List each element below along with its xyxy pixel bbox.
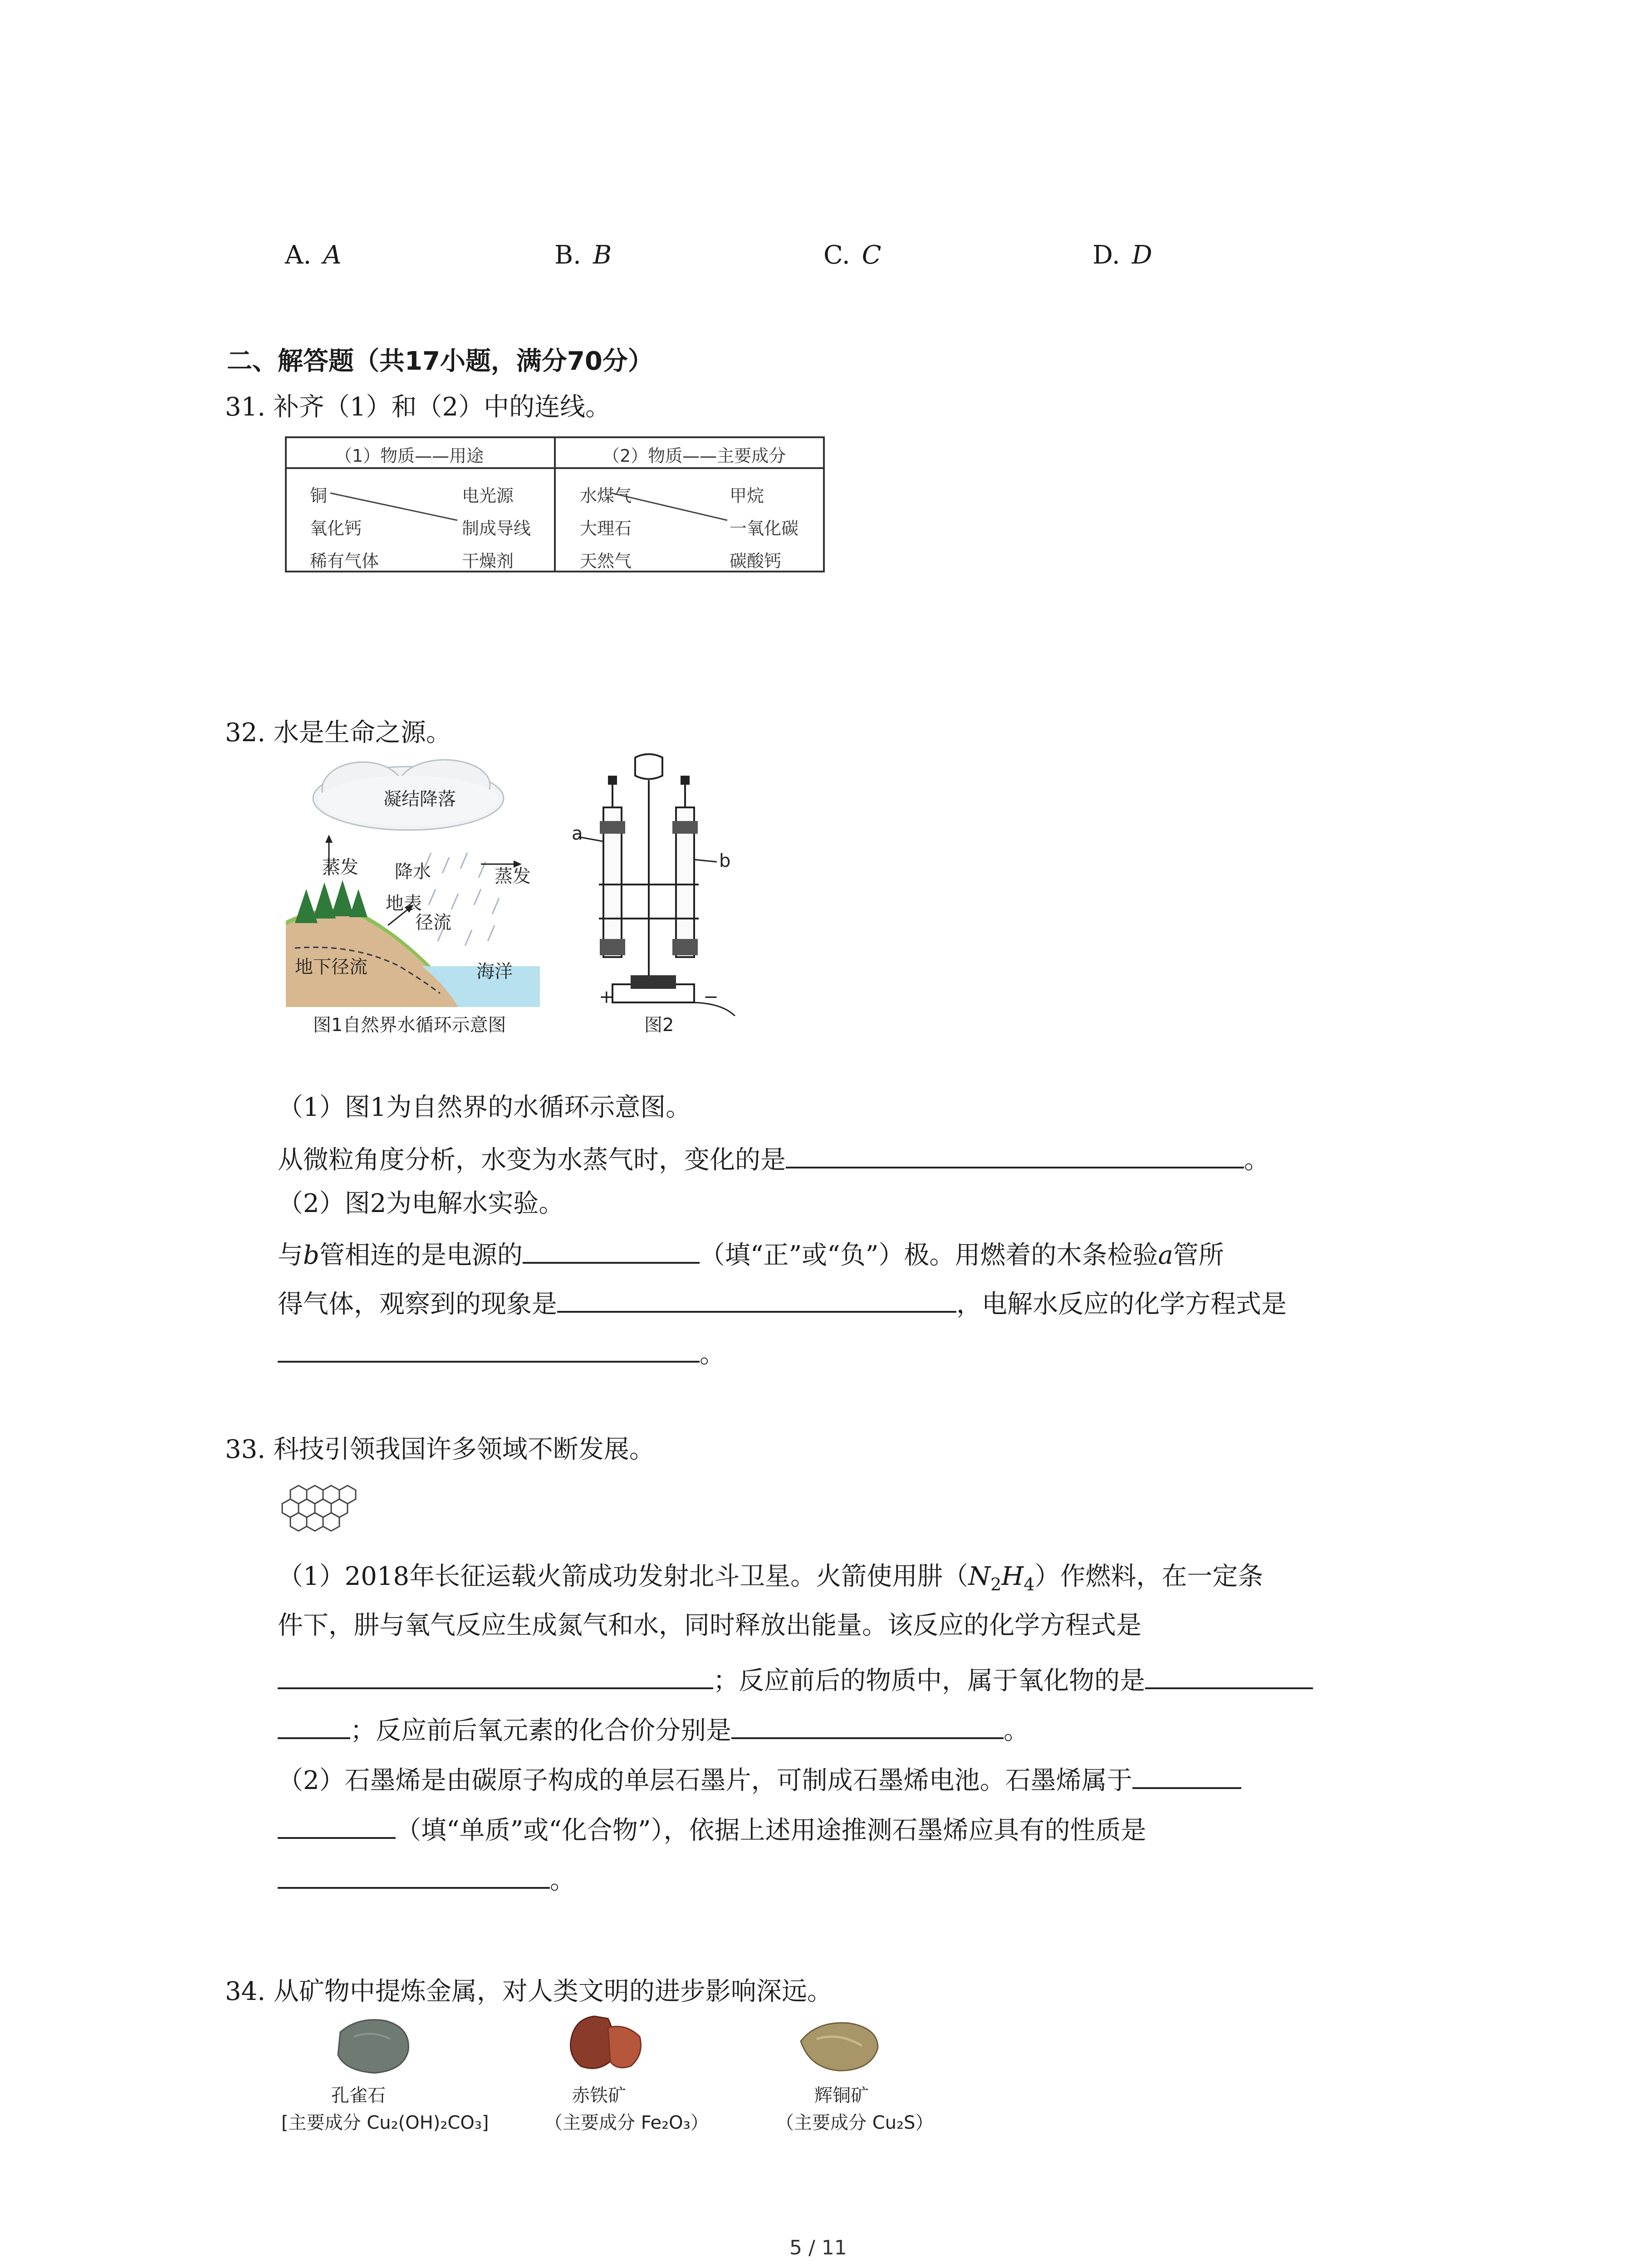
right-item: 大理石 xyxy=(580,518,632,538)
left-item: 稀有气体 xyxy=(310,551,379,571)
ocean-label: 海洋 xyxy=(476,961,513,982)
answer-blank[interactable] xyxy=(731,1710,1004,1739)
underground-runoff-label: 地下径流 xyxy=(295,957,367,978)
left-use: 电光源 xyxy=(462,486,514,506)
question-34-text: 34. 从矿物中提炼金属，对人类文明的进步影响深远。 xyxy=(225,1977,833,2006)
q33-part2-line1: （2）石墨烯是由碳原子构成的单层石墨片，可制成石墨烯电池。石墨烯属于 xyxy=(278,1760,1241,1797)
right-header: （2）物质——主要成分 xyxy=(603,446,786,466)
graphene-structure-icon xyxy=(278,1476,368,1535)
question-31-text: 31. 补齐（1）和（2）中的连线。 xyxy=(225,392,611,422)
negative-terminal-label: − xyxy=(703,987,719,1007)
water-cycle-figure xyxy=(286,753,540,1034)
positive-terminal-label: + xyxy=(599,987,614,1007)
answer-blank[interactable] xyxy=(1145,1660,1313,1689)
q32-part1-question: 从微粒角度分析，水变为水蒸气时，变化的是 。 xyxy=(278,1139,1269,1177)
surface-label: 地表 xyxy=(386,893,422,914)
option-b: B. B xyxy=(554,240,612,270)
mineral-formula: [主要成分 Cu₂(OH)₂CO₃] xyxy=(281,2112,489,2133)
q32-part2: （2）图2为电解水实验。 xyxy=(278,1189,564,1218)
answer-blank[interactable] xyxy=(278,1860,550,1889)
runoff-label: 径流 xyxy=(415,912,451,933)
tube-a-label: a xyxy=(572,823,583,844)
q33-part2-line3: 。 xyxy=(278,1860,575,1897)
mineral-hematite xyxy=(544,2014,753,2150)
cloud-label: 凝结降落 xyxy=(383,789,456,810)
right-component: 一氧化碳 xyxy=(730,518,799,538)
answer-blank[interactable] xyxy=(278,1810,396,1839)
answer-blank[interactable] xyxy=(278,1710,350,1739)
left-use: 干燥剂 xyxy=(462,551,514,571)
answer-blank[interactable] xyxy=(557,1284,956,1313)
answer-blank[interactable] xyxy=(278,1334,700,1363)
mineral-name: 辉铜矿 xyxy=(814,2085,869,2106)
mineral-formula: （主要成分 Cu₂S） xyxy=(776,2112,934,2133)
section-title: 二、解答题（共17小题，满分70分） xyxy=(227,347,653,376)
left-use: 制成导线 xyxy=(462,518,531,538)
electrolysis-figure xyxy=(572,748,762,1034)
chalcocite-rock-icon xyxy=(794,2014,885,2077)
evaporation-right-label: 蒸发 xyxy=(495,866,531,887)
answer-blank[interactable] xyxy=(523,1235,700,1264)
mineral-name: 赤铁矿 xyxy=(572,2085,626,2106)
q33-part1-line4: ；反应前后氧元素的化合价分别是 。 xyxy=(278,1710,1029,1747)
mineral-formula: （主要成分 Fe₂O₃） xyxy=(544,2112,709,2133)
right-component: 碳酸钙 xyxy=(730,551,782,571)
precipitation-label: 降水 xyxy=(395,861,431,882)
mineral-name: 孔雀石 xyxy=(331,2085,386,2106)
option-c: C. C xyxy=(823,240,882,270)
q33-part2-line2: （填“单质”或“化合物”），依据上述用途推测石墨烯应具有的性质是 xyxy=(278,1810,1146,1847)
page-number: 5 / 11 xyxy=(789,2236,847,2259)
q32-part2-line1: 与b管相连的是电源的 （填“正”或“负”）极。用燃着的木条检验a管所 xyxy=(278,1235,1224,1272)
q32-part1: （1）图1为自然界的水循环示意图。 xyxy=(278,1093,691,1122)
left-item: 氧化钙 xyxy=(310,518,362,538)
question-32-text: 32. 水是生命之源。 xyxy=(225,718,451,748)
evaporation-left-label: 蒸发 xyxy=(322,857,358,878)
answer-blank[interactable] xyxy=(1132,1760,1241,1789)
figure-1-caption: 图1自然界水循环示意图 xyxy=(313,1015,506,1036)
tube-b-label: b xyxy=(719,850,731,871)
q32-part2-line2: 得气体，观察到的现象是 ，电解水反应的化学方程式是 xyxy=(278,1284,1287,1321)
right-item: 天然气 xyxy=(580,551,632,571)
answer-blank[interactable] xyxy=(278,1660,713,1689)
mineral-malachite xyxy=(281,2014,490,2150)
q33-part1-line2: 件下，肼与氧气反应生成氮气和水，同时释放出能量。该反应的化学方程式是 xyxy=(278,1611,1141,1640)
mineral-chalcocite xyxy=(776,2014,985,2150)
left-item: 铜 xyxy=(310,486,328,506)
q31-table xyxy=(285,436,825,572)
q33-part1-line1: （1）2018年长征运载火箭成功发射北斗卫星。火箭使用肼$(N_2H_4)$作燃料，在一定条 xyxy=(278,1562,1264,1595)
figure-2-caption: 图2 xyxy=(644,1015,674,1036)
left-header: （1）物质——用途 xyxy=(335,446,484,466)
q32-part2-line3: 。 xyxy=(278,1334,725,1371)
electrolysis-apparatus xyxy=(572,748,762,1016)
q33-part1-line3: ；反应前后的物质中，属于氧化物的是 xyxy=(278,1660,1313,1697)
right-item: 水煤气 xyxy=(580,486,632,506)
hematite-rock-icon xyxy=(558,2009,649,2077)
option-d: D. D xyxy=(1092,240,1152,270)
malachite-rock-icon xyxy=(331,2014,417,2077)
minerals-row xyxy=(281,2014,962,2150)
question-33-text: 33. 科技引领我国许多领域不断发展。 xyxy=(225,1435,655,1464)
right-component: 甲烷 xyxy=(730,486,764,506)
option-a: A. A xyxy=(285,240,342,270)
answer-blank[interactable] xyxy=(786,1139,1244,1168)
